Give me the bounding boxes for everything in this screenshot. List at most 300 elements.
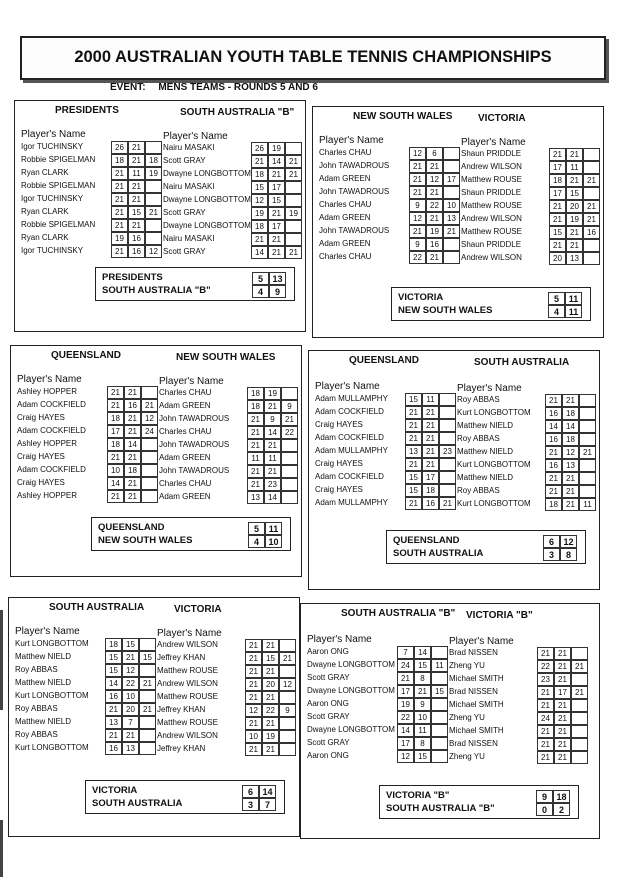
game-score: 21 bbox=[122, 651, 139, 664]
game-score: 21 bbox=[262, 691, 279, 704]
table-row-team-a bbox=[15, 664, 155, 677]
game-score: 21 bbox=[554, 738, 571, 751]
game-score: 23 bbox=[264, 478, 281, 491]
team-b-name: SOUTH AUSTRALIA bbox=[474, 357, 570, 368]
table-row-team-a bbox=[315, 471, 455, 484]
players-header-b: Player's Name bbox=[461, 137, 526, 148]
table-row-team-a bbox=[15, 677, 155, 690]
game-score: 19 bbox=[566, 213, 583, 226]
game-score bbox=[439, 406, 456, 419]
table-row-team-b bbox=[163, 233, 303, 246]
game-score bbox=[439, 471, 456, 484]
game-score: 21 bbox=[268, 246, 285, 259]
event-name: MENS TEAMS - ROUNDS 5 AND 6 bbox=[158, 82, 318, 93]
game-score: 14 bbox=[545, 420, 562, 433]
game-score: 21 bbox=[549, 200, 566, 213]
game-score bbox=[439, 484, 456, 497]
game-score bbox=[141, 477, 158, 490]
game-score: 21 bbox=[537, 751, 554, 764]
game-score bbox=[571, 712, 588, 725]
summary-team-name: NEW SOUTH WALES bbox=[98, 535, 193, 546]
game-score: 21 bbox=[107, 399, 124, 412]
player-name: Matthew ROUSE bbox=[461, 227, 522, 236]
scan-edge-mark bbox=[0, 820, 3, 877]
game-score bbox=[279, 730, 296, 743]
player-name: Andrew WILSON bbox=[461, 214, 522, 223]
game-score: 21 bbox=[245, 678, 262, 691]
table-row-team-b bbox=[449, 660, 589, 673]
match-panel bbox=[308, 350, 600, 590]
game-score: 22 bbox=[426, 199, 443, 212]
game-score bbox=[281, 465, 298, 478]
table-row-team-a bbox=[315, 419, 455, 432]
page-title: 2000 AUSTRALIAN YOUTH TABLE TENNIS CHAMPIONSHIPS bbox=[74, 48, 552, 66]
summary-score: 10 bbox=[265, 535, 282, 548]
game-score: 16 bbox=[583, 226, 600, 239]
table-row-team-b bbox=[449, 725, 589, 738]
match-panel bbox=[312, 106, 604, 338]
summary-score: 4 bbox=[248, 535, 265, 548]
table-row-team-b bbox=[159, 439, 299, 452]
table-row-team-b bbox=[457, 472, 597, 485]
game-score bbox=[579, 420, 596, 433]
summary-score: 8 bbox=[560, 548, 577, 561]
player-name: Ashley HOPPER bbox=[17, 491, 78, 500]
table-row-team-b bbox=[163, 220, 303, 233]
game-score bbox=[431, 737, 448, 750]
game-score: 17 bbox=[397, 685, 414, 698]
table-row-team-b bbox=[461, 213, 601, 226]
game-score: 14 bbox=[264, 426, 281, 439]
game-score: 21 bbox=[139, 703, 156, 716]
player-name: Matthew NIELD bbox=[457, 421, 514, 430]
game-score bbox=[281, 387, 298, 400]
game-score: 21 bbox=[566, 174, 583, 187]
player-name: Kurt LONGBOTTOM bbox=[457, 408, 531, 417]
game-score bbox=[431, 698, 448, 711]
player-name: Adam MULLAMPHY bbox=[315, 498, 388, 507]
game-score: 10 bbox=[122, 690, 139, 703]
table-row-team-a bbox=[315, 432, 455, 445]
game-score bbox=[583, 252, 600, 265]
match-panel bbox=[8, 597, 300, 837]
summary-score: 5 bbox=[252, 272, 269, 285]
match-panel bbox=[10, 345, 302, 577]
player-name: John TAWADROUS bbox=[319, 161, 390, 170]
game-score: 15 bbox=[105, 651, 122, 664]
game-score bbox=[281, 452, 298, 465]
player-name: Matthew NIELD bbox=[15, 652, 72, 661]
game-score: 17 bbox=[443, 173, 460, 186]
game-score: 16 bbox=[128, 232, 145, 245]
game-score: 21 bbox=[439, 497, 456, 510]
player-name: Andrew WILSON bbox=[461, 253, 522, 262]
summary-score: 4 bbox=[548, 305, 565, 318]
game-score: 16 bbox=[105, 742, 122, 755]
game-score: 11 bbox=[414, 724, 431, 737]
table-row-team-a bbox=[307, 698, 447, 711]
table-row-team-b bbox=[163, 194, 303, 207]
player-name: Robbie SPIGELMAN bbox=[21, 181, 96, 190]
game-score: 21 bbox=[566, 226, 583, 239]
player-name: Brad NISSEN bbox=[449, 648, 498, 657]
table-row-team-a bbox=[21, 180, 161, 193]
game-score: 6 bbox=[426, 147, 443, 160]
game-score bbox=[139, 716, 156, 729]
player-name: Matthew ROUSE bbox=[157, 666, 218, 675]
game-score: 21 bbox=[264, 400, 281, 413]
player-name: Craig HAYES bbox=[315, 420, 363, 429]
game-score: 21 bbox=[579, 446, 596, 459]
game-score bbox=[439, 393, 456, 406]
player-name: Brad NISSEN bbox=[449, 739, 498, 748]
game-score: 21 bbox=[571, 686, 588, 699]
game-score: 17 bbox=[554, 686, 571, 699]
game-score: 21 bbox=[262, 665, 279, 678]
game-score: 21 bbox=[545, 446, 562, 459]
team-b-name: SOUTH AUSTRALIA "B" bbox=[180, 107, 295, 118]
game-score bbox=[443, 147, 460, 160]
game-score: 19 bbox=[145, 167, 162, 180]
game-score: 21 bbox=[251, 233, 268, 246]
game-score: 21 bbox=[128, 154, 145, 167]
game-score: 9 bbox=[409, 238, 426, 251]
game-score bbox=[279, 691, 296, 704]
game-score: 20 bbox=[566, 200, 583, 213]
game-score: 14 bbox=[105, 677, 122, 690]
summary-score: 18 bbox=[553, 790, 570, 803]
summary-team-name: SOUTH AUSTRALIA bbox=[393, 548, 484, 559]
table-row-team-b bbox=[157, 730, 297, 743]
game-score: 23 bbox=[439, 445, 456, 458]
game-score: 21 bbox=[124, 477, 141, 490]
players-header-a: Player's Name bbox=[17, 374, 82, 385]
player-name: Charles CHAU bbox=[319, 148, 372, 157]
game-score bbox=[571, 725, 588, 738]
game-score: 21 bbox=[262, 743, 279, 756]
game-score: 11 bbox=[247, 452, 264, 465]
game-score: 21 bbox=[111, 219, 128, 232]
table-row-team-b bbox=[461, 161, 601, 174]
table-row-team-a bbox=[319, 225, 459, 238]
game-score: 18 bbox=[562, 407, 579, 420]
game-score bbox=[285, 181, 302, 194]
player-name: Ryan CLARK bbox=[21, 233, 69, 242]
player-name: Matthew ROUSE bbox=[157, 718, 218, 727]
player-name: John TAWADROUS bbox=[159, 414, 230, 423]
game-score bbox=[571, 699, 588, 712]
game-score: 21 bbox=[128, 193, 145, 206]
table-row-team-a bbox=[21, 167, 161, 180]
game-score: 15 bbox=[122, 638, 139, 651]
game-score: 21 bbox=[111, 206, 128, 219]
game-score: 21 bbox=[124, 451, 141, 464]
player-name: John TAWADROUS bbox=[319, 187, 390, 196]
game-score: 21 bbox=[247, 465, 264, 478]
title-box bbox=[20, 36, 606, 80]
player-name: Adam GREEN bbox=[319, 239, 371, 248]
player-name: Roy ABBAS bbox=[15, 665, 58, 674]
game-score: 21 bbox=[537, 647, 554, 660]
table-row-team-b bbox=[163, 207, 303, 220]
game-score: 22 bbox=[262, 704, 279, 717]
player-name: Scott GRAY bbox=[163, 208, 206, 217]
player-name: Matthew ROUSE bbox=[461, 201, 522, 210]
game-score: 21 bbox=[405, 419, 422, 432]
game-score bbox=[279, 639, 296, 652]
player-name: Igor TUCHINSKY bbox=[21, 194, 84, 203]
game-score: 21 bbox=[247, 439, 264, 452]
table-row-team-b bbox=[159, 413, 299, 426]
game-score bbox=[145, 193, 162, 206]
table-row-team-a bbox=[315, 393, 455, 406]
table-row-team-a bbox=[307, 750, 447, 763]
player-name: Shaun PRIDDLE bbox=[461, 149, 522, 158]
player-name: Charles CHAU bbox=[159, 427, 212, 436]
game-score bbox=[431, 646, 448, 659]
game-score: 21 bbox=[279, 652, 296, 665]
game-score: 21 bbox=[537, 699, 554, 712]
player-name: Zheng YU bbox=[449, 713, 485, 722]
summary-team-name: QUEENSLAND bbox=[98, 522, 165, 533]
game-score: 18 bbox=[251, 220, 268, 233]
table-row-team-b bbox=[159, 426, 299, 439]
game-score: 21 bbox=[409, 160, 426, 173]
players-header-a: Player's Name bbox=[307, 634, 372, 645]
team-b-name: NEW SOUTH WALES bbox=[176, 352, 276, 363]
game-score: 15 bbox=[405, 484, 422, 497]
game-score: 16 bbox=[426, 238, 443, 251]
game-score bbox=[571, 738, 588, 751]
game-score: 14 bbox=[414, 646, 431, 659]
summary-score: 3 bbox=[543, 548, 560, 561]
player-name: Andrew WILSON bbox=[461, 162, 522, 171]
game-score: 21 bbox=[245, 652, 262, 665]
player-name: Igor TUCHINSKY bbox=[21, 246, 84, 255]
game-score: 16 bbox=[545, 433, 562, 446]
game-score: 26 bbox=[251, 142, 268, 155]
game-score: 9 bbox=[264, 413, 281, 426]
summary-score: 5 bbox=[248, 522, 265, 535]
game-score: 16 bbox=[124, 399, 141, 412]
table-row-team-b bbox=[457, 420, 597, 433]
game-score: 19 bbox=[111, 232, 128, 245]
game-score bbox=[583, 239, 600, 252]
game-score: 14 bbox=[124, 438, 141, 451]
game-score: 18 bbox=[549, 174, 566, 187]
table-row-team-a bbox=[315, 484, 455, 497]
table-row-team-a bbox=[15, 729, 155, 742]
game-score: 16 bbox=[422, 497, 439, 510]
table-row-team-b bbox=[449, 751, 589, 764]
table-row-team-a bbox=[307, 659, 447, 672]
summary-row bbox=[386, 790, 576, 803]
game-score: 21 bbox=[562, 394, 579, 407]
game-score: 12 bbox=[409, 147, 426, 160]
game-score: 11 bbox=[566, 161, 583, 174]
table-row-team-a bbox=[319, 147, 459, 160]
game-score: 21 bbox=[554, 751, 571, 764]
table-row-team-a bbox=[307, 711, 447, 724]
game-score: 15 bbox=[414, 659, 431, 672]
game-score: 21 bbox=[549, 213, 566, 226]
player-name: Michael SMITH bbox=[449, 700, 504, 709]
players-header-b: Player's Name bbox=[157, 628, 222, 639]
game-score: 15 bbox=[566, 187, 583, 200]
game-score: 15 bbox=[105, 664, 122, 677]
game-score: 14 bbox=[264, 491, 281, 504]
players-header-a: Player's Name bbox=[15, 626, 80, 637]
summary-team-name: NEW SOUTH WALES bbox=[398, 305, 493, 316]
table-row-team-b bbox=[457, 459, 597, 472]
player-name: Robbie SPIGELMAN bbox=[21, 155, 96, 164]
team-b-name: VICTORIA "B" bbox=[466, 610, 533, 621]
game-score: 11 bbox=[128, 167, 145, 180]
team-b-name: VICTORIA bbox=[478, 113, 526, 124]
game-score: 21 bbox=[128, 141, 145, 154]
game-score: 21 bbox=[124, 412, 141, 425]
players-header-a: Player's Name bbox=[315, 381, 380, 392]
game-score: 16 bbox=[128, 245, 145, 258]
game-score bbox=[139, 664, 156, 677]
player-name: Matthew ROUSE bbox=[157, 692, 218, 701]
game-score: 16 bbox=[105, 690, 122, 703]
game-score bbox=[281, 478, 298, 491]
game-score bbox=[583, 161, 600, 174]
game-score: 21 bbox=[422, 419, 439, 432]
table-row-team-a bbox=[319, 212, 459, 225]
table-row-team-a bbox=[17, 477, 157, 490]
game-score: 18 bbox=[105, 638, 122, 651]
table-row-team-b bbox=[157, 652, 297, 665]
game-score: 21 bbox=[124, 490, 141, 503]
match-panel bbox=[14, 100, 306, 332]
game-score: 13 bbox=[405, 445, 422, 458]
game-score: 8 bbox=[414, 672, 431, 685]
game-score bbox=[139, 638, 156, 651]
game-score bbox=[141, 386, 158, 399]
summary-score: 9 bbox=[269, 285, 286, 298]
summary-team-name: VICTORIA bbox=[92, 785, 138, 796]
table-row-team-a bbox=[17, 412, 157, 425]
player-name: Ryan CLARK bbox=[21, 168, 69, 177]
game-score: 18 bbox=[107, 412, 124, 425]
game-score: 20 bbox=[122, 703, 139, 716]
player-name: Scott GRAY bbox=[307, 738, 350, 747]
game-score: 21 bbox=[422, 458, 439, 471]
player-name: Jeffrey KHAN bbox=[157, 744, 206, 753]
player-name: Adam COCKFIELD bbox=[315, 433, 384, 442]
game-score bbox=[579, 485, 596, 498]
game-score bbox=[439, 419, 456, 432]
game-score: 17 bbox=[397, 737, 414, 750]
players-header-a: Player's Name bbox=[319, 135, 384, 146]
player-name: Ryan CLARK bbox=[21, 207, 69, 216]
game-score: 21 bbox=[111, 193, 128, 206]
game-score: 21 bbox=[562, 472, 579, 485]
table-row-team-a bbox=[21, 219, 161, 232]
player-name: John TAWADROUS bbox=[159, 466, 230, 475]
game-score: 14 bbox=[397, 724, 414, 737]
table-row-team-a bbox=[17, 464, 157, 477]
team-a-name: SOUTH AUSTRALIA "B" bbox=[341, 608, 456, 619]
game-score: 21 bbox=[247, 413, 264, 426]
player-name: Nairu MASAKI bbox=[163, 143, 215, 152]
game-score: 21 bbox=[405, 497, 422, 510]
summary-score: 11 bbox=[565, 305, 582, 318]
table-row-team-a bbox=[307, 685, 447, 698]
game-score bbox=[571, 673, 588, 686]
game-score: 21 bbox=[537, 725, 554, 738]
table-row-team-a bbox=[315, 497, 455, 510]
player-name: Adam COCKFIELD bbox=[315, 407, 384, 416]
game-score: 12 bbox=[426, 173, 443, 186]
game-score: 24 bbox=[397, 659, 414, 672]
summary-score: 12 bbox=[560, 535, 577, 548]
game-score: 13 bbox=[105, 716, 122, 729]
player-name: Matthew NIELD bbox=[15, 717, 72, 726]
game-score: 21 bbox=[562, 498, 579, 511]
table-row-team-b bbox=[461, 200, 601, 213]
game-score: 18 bbox=[247, 400, 264, 413]
player-name: Charles CHAU bbox=[159, 479, 212, 488]
table-row-team-a bbox=[319, 199, 459, 212]
game-score: 15 bbox=[251, 181, 268, 194]
game-score: 15 bbox=[268, 194, 285, 207]
game-score: 14 bbox=[107, 477, 124, 490]
game-score: 21 bbox=[583, 174, 600, 187]
game-score: 13 bbox=[122, 742, 139, 755]
table-row-team-b bbox=[457, 446, 597, 459]
game-score: 26 bbox=[111, 141, 128, 154]
game-score: 21 bbox=[549, 239, 566, 252]
summary-row bbox=[393, 548, 583, 561]
summary-row bbox=[92, 798, 282, 811]
table-row-team-a bbox=[21, 232, 161, 245]
game-score: 21 bbox=[554, 699, 571, 712]
summary-box bbox=[379, 785, 579, 819]
game-score bbox=[583, 187, 600, 200]
game-score: 12 bbox=[279, 678, 296, 691]
player-name: Ashley HOPPER bbox=[17, 387, 78, 396]
game-score bbox=[145, 232, 162, 245]
player-name: Adam COCKFIELD bbox=[17, 400, 86, 409]
game-score: 19 bbox=[264, 387, 281, 400]
game-score: 21 bbox=[554, 673, 571, 686]
game-score: 21 bbox=[111, 180, 128, 193]
game-score: 21 bbox=[566, 148, 583, 161]
table-row-team-a bbox=[319, 238, 459, 251]
team-a-name: PRESIDENTS bbox=[55, 105, 119, 116]
table-row-team-a bbox=[307, 672, 447, 685]
game-score: 12 bbox=[145, 245, 162, 258]
players-header-a: Player's Name bbox=[21, 129, 86, 140]
player-name: Craig HAYES bbox=[315, 485, 363, 494]
table-row-team-b bbox=[157, 665, 297, 678]
player-name: Robbie SPIGELMAN bbox=[21, 220, 96, 229]
game-score bbox=[579, 472, 596, 485]
game-score: 21 bbox=[268, 207, 285, 220]
game-score: 21 bbox=[545, 472, 562, 485]
table-row-team-b bbox=[457, 394, 597, 407]
players-header-b: Player's Name bbox=[449, 636, 514, 647]
game-score: 21 bbox=[426, 212, 443, 225]
game-score: 15 bbox=[431, 685, 448, 698]
game-score: 20 bbox=[549, 252, 566, 265]
table-row-team-a bbox=[15, 651, 155, 664]
player-name: Roy ABBAS bbox=[457, 395, 500, 404]
player-name: Charles CHAU bbox=[319, 200, 372, 209]
